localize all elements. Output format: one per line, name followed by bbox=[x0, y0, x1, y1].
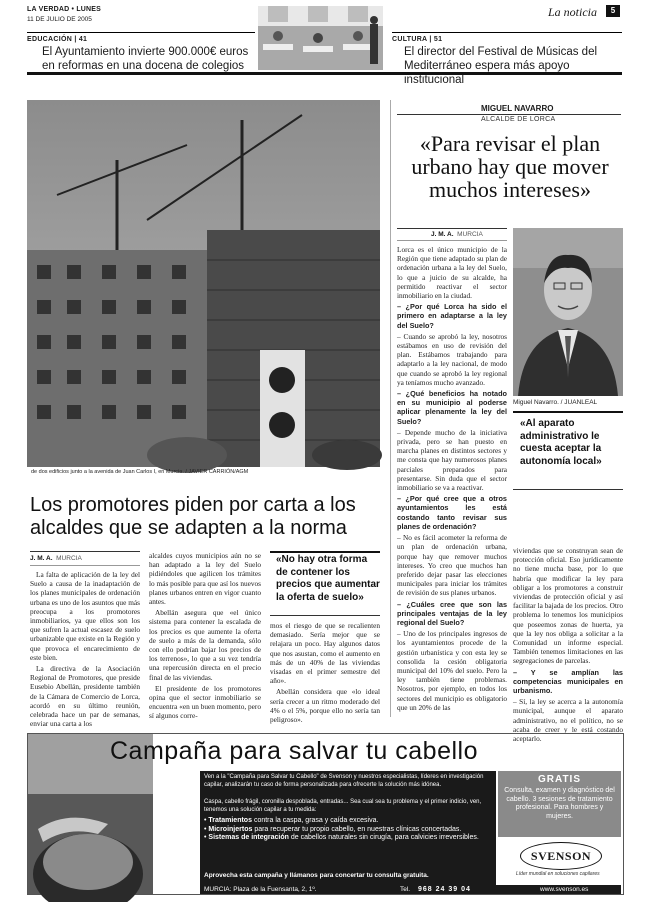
paper-name: LA VERDAD • LUNES bbox=[27, 6, 102, 13]
teaser-left-line-2: en reformas en una docena de colegios bbox=[42, 60, 245, 72]
answer: – Cuando se aprobó la ley, nosotros estábamos en uso de revisión del plan. Estábamos trabajando para adaptarlo a la ley nacional, de modo que cuando se aprobó la ley regional ya teníamos mucho avanzado. bbox=[397, 331, 507, 387]
paragraph: Abellán considera que «lo ideal sería crecer a un ritmo moderado del 4% o el 5%, porque ello no sería tan peligroso». bbox=[270, 687, 380, 725]
rule bbox=[270, 615, 380, 616]
interview-box bbox=[390, 100, 623, 744]
paragraph: El presidente de los promotores opina que el sector inmobiliario se encuentra «en un buen momento, pero sí algunos corre- bbox=[149, 683, 261, 721]
main-headline-line-2: alcaldes que se adapten a la norma bbox=[30, 517, 347, 539]
masthead-rule bbox=[27, 72, 622, 75]
interview-col-1 bbox=[397, 245, 507, 715]
ad-slogan: Líder mundial en soluciones capilares bbox=[516, 871, 600, 877]
answer: viviendas que se construyan sean de protección oficial. Eso jurídicamente no tiene mucha base, por lo que habría que modificar la ley para obligar a los promotores a construir viviendas de protección oficial y así facilitar la bajada de los precios. Otro problema lo tenemos los municipios que poseemos zonas de huerta, ya que la ley nos obliga a solicitar a la Comunidad un informe especial. También tenemos limitaciones en las segregaciones de parcelas. bbox=[513, 546, 623, 666]
ad-gratis-box bbox=[498, 771, 621, 837]
teaser-right-headline[interactable] bbox=[404, 45, 632, 87]
main-headline-line-1: Los promotores piden por carta a los bbox=[30, 494, 356, 516]
ad-web[interactable]: www.svenson.es bbox=[540, 886, 589, 893]
rule bbox=[513, 489, 623, 490]
masthead bbox=[0, 0, 650, 86]
interviewee-name: MIGUEL NAVARRO bbox=[481, 104, 554, 113]
ad-intro-2: Caspa, cabello frágil, coronilla despoblada, entradas... Sea cual sea tu problema y el primer indicio, ven, tenemos una solución capilar a tu medida: bbox=[204, 799, 482, 813]
main-headline[interactable] bbox=[30, 494, 390, 540]
ad-bullet: • Tratamientos contra la caspa, grasa y caída excesiva. bbox=[204, 817, 379, 824]
ad-bullet-bold: Sistemas de integración bbox=[208, 834, 289, 841]
paragraph: La directiva de la Asociación Regional de Promotores, que preside Eusebio Abellán, presidente también de la Cámara de Comercio de Lorca, acordó en su último reunión, celebrada hace un par de semanas, enviar una carta a los bbox=[30, 664, 140, 729]
ad-bullet-text: de cabellos naturales sin cirugía, para calvicies irreversibles. bbox=[290, 834, 479, 841]
rule bbox=[513, 411, 623, 413]
byline-name: J. M. A. bbox=[431, 231, 454, 238]
rule bbox=[27, 32, 255, 33]
question: – ¿Cuáles cree que son las principales ventajas de la ley regional del Suelo? bbox=[397, 599, 507, 627]
byline-place: MURCIA bbox=[56, 555, 82, 562]
paragraph: Abellán asegura que «el único sistema para contener la escalada de los precios es que aumente la oferta de suelo a más de la demanda, sólo con ello podrían bajar los precios de los terrenos», lo que a su vez tendría una repercusión directa en el precio final de las viviendas. bbox=[149, 608, 261, 682]
rule bbox=[30, 551, 140, 552]
question: – ¿Qué beneficios ha notado en su municipio al poderse aplicar plenamente la ley del Suelo? bbox=[397, 389, 507, 426]
paragraph: Lorca es el único municipio de la Región que tiene adaptado su plan de ordenación urbana a la ley del Suelo, lo que a juicio de su alcalde, ha permitido reactivar el sector inmobiliario en la ciudad. bbox=[397, 245, 507, 301]
answer: – Depende mucho de la iniciativa privada, pero se han puesto en marcha planes en distintos sectores y me consta que hay numerosos planes parciales preparados para presentarse. Sin duda que el sector inmobiliario se va a reactivar. bbox=[397, 427, 507, 493]
answer: – Uno de los principales ingresos de los ayuntamientos procede de la gestión urbanística y con esta ley se consolida la cesión obligatoria municipal del 10% del suelo. Pero la ley también tiene problemas. Nosotros, por ejemplo, en todos los sectores del municipio es obligatorio que un 20% de las bbox=[397, 629, 507, 712]
ad-bullet: • Sistemas de integración de cabellos naturales sin cirugía, para calvicies irreversibles. bbox=[204, 834, 479, 841]
page-number: 5 bbox=[606, 5, 620, 17]
ad-info-panel bbox=[200, 771, 496, 885]
question: – ¿Por qué Lorca ha sido el primero en adaptarse a la ley del Suelo? bbox=[397, 302, 507, 330]
paragraph: mos el riesgo de que se recalienten demasiado. Sería mejor que se relajara un poco. Hay algunos datos que nos asustan, como el aumento en más de un 40% de las viviendas visadas en el primer semestre del año». bbox=[270, 621, 380, 686]
ad-gratis-text: Consulta, examen y diagnóstico del cabello. 3 sesiones de tratamiento profesional. Para hombres y mujeres. bbox=[504, 787, 615, 820]
rule bbox=[397, 240, 507, 241]
question: – Y se amplían las competencias municipales en urbanismo. bbox=[513, 667, 623, 696]
ad-address: MURCIA: Plaza de la Fuensanta, 2, 1º. bbox=[204, 886, 317, 893]
portrait-caption: Miguel Navarro. / JUANLEAL bbox=[513, 399, 598, 406]
rule bbox=[270, 551, 380, 553]
construction-photo bbox=[27, 100, 380, 467]
ad-title: Campaña para salvar tu cabello bbox=[110, 737, 478, 765]
question: – ¿Por qué cree que a otros ayuntamientos les está costando tanto revisar sus planes de ordenación? bbox=[397, 494, 507, 531]
rule bbox=[30, 565, 140, 566]
svenson-logo-text: SVENSON bbox=[530, 849, 592, 863]
ad-bullet-bold: Microinjertos bbox=[208, 825, 253, 833]
ad-gratis-title: GRATIS bbox=[537, 774, 582, 785]
ad-bullet-text: para recuperar tu propio cabello, en nuestras clínicas concertadas. bbox=[254, 825, 462, 833]
ad-bullet-bold: Tratamientos bbox=[208, 817, 252, 824]
paragraph: La falta de aplicación de la ley del Suelo a causa de la inadaptación de los planes municipales de ordenación urbana es uno de los asuntos que más preocupa a los promotores inmobiliarios, ya que ellos son los que sufren la actual escasez de suelo urbanizable que existe en la Región y que provoca el encarecimiento de este bien. bbox=[30, 570, 140, 662]
answer: – No es fácil acometer la reforma de un plan de ordenación urbana, porque hay que remover muchos intereses. Yo creo que muchos han preferido dejar pasar las elecciones municipales para iniciar los trámites de revisión de sus planes urbanos. bbox=[397, 533, 507, 598]
photo-caption: de dos edificios junto a la avenida de Juan Carlos I, en Murcia. / JAVIER CARRIÓN/AGM bbox=[31, 469, 249, 475]
paragraph: alcaldes cuyos municipios aún no se han adaptado a la ley del Suelo pidiéndoles que agilicen los trámites lo más posible para que así los nuevos planes urbanos entren en vigor cuanto antes. bbox=[149, 551, 261, 607]
ad-address-bar bbox=[200, 885, 621, 894]
answer: – Sí, la ley se acerca a la autonomía municipal, aunque el aparato administrativo, no el político, no se acaba de creer y le está costando aceptarlo. bbox=[513, 697, 623, 744]
teaser-left-headline[interactable] bbox=[42, 45, 267, 73]
main-col-1 bbox=[30, 570, 140, 730]
ad-phone[interactable]: 968 24 39 04 bbox=[418, 886, 471, 893]
teaser-left-section: EDUCACIÓN | 41 bbox=[27, 36, 88, 43]
main-col-2 bbox=[149, 551, 261, 731]
interviewee-role: ALCALDE DE LORCA bbox=[481, 116, 556, 123]
teaser-left-line-1: El Ayuntamiento invierte 900.000€ euros bbox=[42, 46, 249, 58]
teaser-right-line-2: Mediterráneo espera más apoyo institucional bbox=[404, 60, 570, 86]
rule bbox=[397, 228, 507, 229]
portrait-photo bbox=[513, 228, 623, 396]
ad-bullet-text: contra la caspa, grasa y caída excesiva. bbox=[253, 817, 379, 824]
interview-headline[interactable]: «Para revisar el plan urbano hay que mover muchos intereses» bbox=[411, 131, 609, 202]
ad-intro: Ven a la "Campaña para Salvar tu Cabello" de Svenson y nuestros especialistas, líderes en investigación capilar, analizarán tu caso de forma personalizada para ofrecerte la solución más idónea. bbox=[204, 774, 484, 788]
main-col-3 bbox=[270, 621, 380, 731]
classroom-photo bbox=[258, 6, 383, 70]
interview-col-2 bbox=[513, 546, 623, 744]
portrait-photo-art bbox=[513, 228, 623, 396]
ad-cta: Aprovecha esta campaña y llámanos para concertar tu consulta gratuita. bbox=[204, 872, 429, 879]
main-byline bbox=[30, 555, 82, 562]
classroom-photo-art bbox=[258, 6, 383, 70]
rule bbox=[392, 32, 622, 33]
ad-bullet: • Microinjertos para recuperar tu propio cabello, en nuestras clínicas concertadas. bbox=[204, 825, 462, 833]
byline-name: J. M. A. bbox=[30, 555, 53, 562]
rule bbox=[397, 114, 621, 115]
teaser-right-line-1: El director del Festival de Músicas del bbox=[404, 46, 598, 58]
section-brand: La noticia bbox=[548, 5, 598, 19]
construction-photo-art bbox=[27, 100, 380, 467]
main-pullquote: «No hay otra forma de contener los precios que aumentar la oferta de suelo» bbox=[276, 554, 380, 603]
teaser-right-section: CULTURA | 51 bbox=[392, 36, 443, 43]
svenson-ad[interactable] bbox=[27, 733, 624, 895]
svenson-logo bbox=[520, 842, 602, 870]
ad-phone-label: Tel. bbox=[400, 886, 411, 893]
byline-place: MURCIA bbox=[457, 231, 483, 238]
ad-bullets bbox=[204, 817, 492, 843]
issue-date: 11 DE JULIO DE 2005 bbox=[27, 16, 92, 23]
interview-pullquote: «Al aparato administrativo le cuesta aceptar la autonomía local» bbox=[520, 418, 602, 467]
interview-byline bbox=[431, 231, 483, 238]
